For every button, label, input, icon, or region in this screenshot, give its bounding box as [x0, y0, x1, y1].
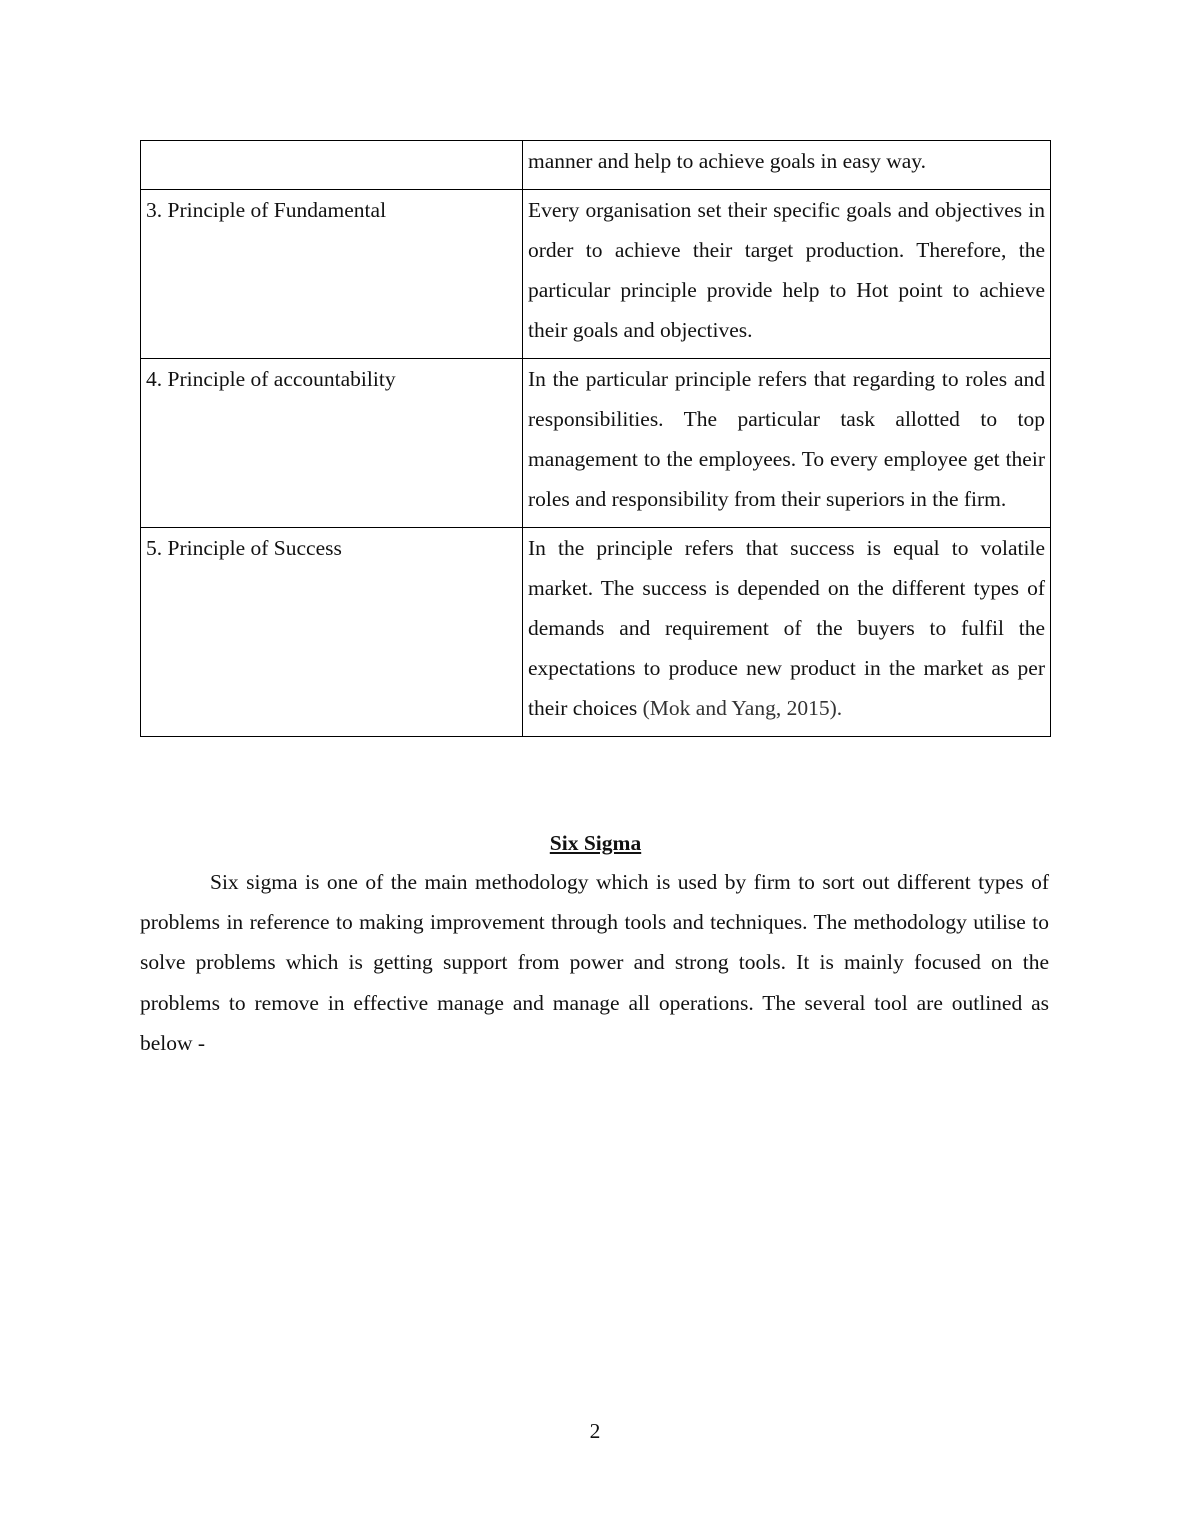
principle-description-cell: In the particular principle refers that regarding to roles and responsibilities. The particular task allotted to top management to the employees. To every employee get their roles and responsibility from their superiors in the firm.	[523, 359, 1051, 528]
principles-table	[140, 140, 1051, 737]
principle-description-cell: manner and help to achieve goals in easy way.	[523, 141, 1051, 190]
table-row	[141, 359, 1051, 528]
principle-name-cell: 5. Principle of Success	[141, 528, 523, 737]
table-row	[141, 528, 1051, 737]
principle-description-cell	[523, 528, 1051, 737]
description-text: In the principle refers that success is equal to volatile market. The success is depended on the different types of demands and requirement of the buyers to fulfil the expectations to produce new product in the market as per their choices	[528, 536, 1045, 720]
page-number: 2	[589, 1419, 601, 1443]
principle-description-cell: Every organisation set their specific goals and objectives in order to achieve their target production. Therefore, the particular principle provide help to Hot point to achieve their goals and objectives.	[523, 190, 1051, 359]
section-heading: Six Sigma	[549, 831, 642, 855]
principle-name-cell: 3. Principle of Fundamental	[141, 190, 523, 359]
principle-name-cell: 4. Principle of accountability	[141, 359, 523, 528]
citation: (Mok and Yang, 2015).	[642, 696, 843, 720]
principle-name-cell	[141, 141, 523, 190]
table-row	[141, 141, 1051, 190]
table-row	[141, 190, 1051, 359]
body-paragraph: Six sigma is one of the main methodology which is used by firm to sort out different types of problems in reference to making improvement through tools and techniques. The methodology utilise to solve problems which is getting support from power and strong tools. It is mainly focused on the problems to remove in effective manage and manage all operations. The several tool are outlined as below -	[140, 870, 1049, 1055]
